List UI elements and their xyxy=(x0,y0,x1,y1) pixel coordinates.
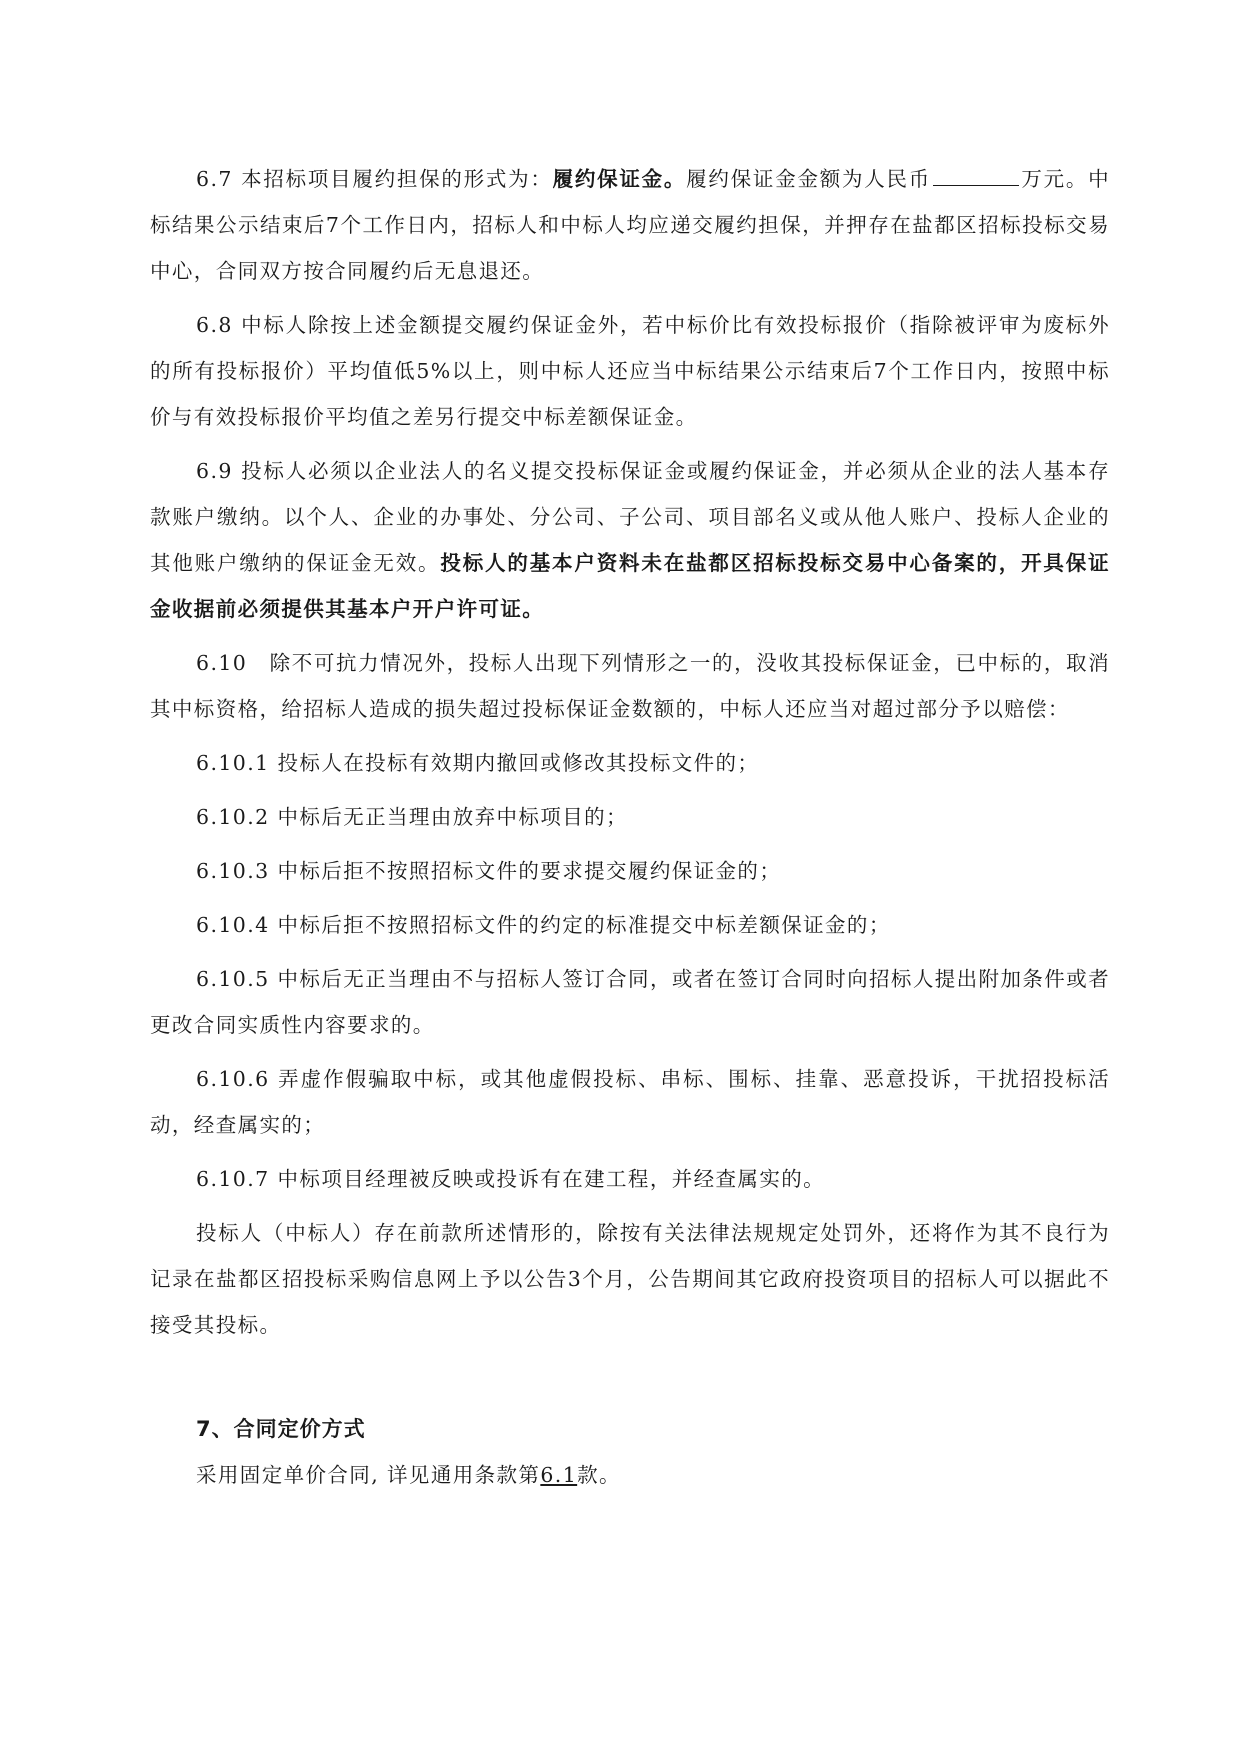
section-7-heading: 7、合同定价方式 xyxy=(196,1417,366,1441)
clause-6-7-text: 6.7 本招标项目履约担保的形式为： xyxy=(196,167,553,191)
clause-6-10-1: 6.10.1 投标人在投标有效期内撤回或修改其投标文件的； xyxy=(196,751,760,775)
section-7-text-1: 采用固定单价合同, 详见通用条款第 xyxy=(196,1463,541,1487)
clause-6-10-2: 6.10.2 中标后无正当理由放弃中标项目的； xyxy=(196,805,628,829)
clause-6-9-text: 6.9 投标人必须以企业法人的名义提交投标保证金或履约保证金，并必须从企业的法人基本存款账户缴纳。以个人、企业的办事处、分公司、子公司、项目部名义或从他人账户、投标人企业的其他账户缴纳的保证金无效。 xyxy=(150,459,1110,575)
clause-6-7-text-2: 履约保证金金额为人民币 xyxy=(686,167,931,191)
clause-6-10: 6.10 除不可抗力情况外，投标人出现下列情形之一的，没收其投标保证金，已中标的，取消其中标资格，给招标人造成的损失超过投标保证金数额的，中标人还应当对超过部分予以赔偿： xyxy=(150,651,1110,721)
clause-6-7-bold: 履约保证金。 xyxy=(552,167,687,191)
clause-6-10-5: 6.10.5 中标后无正当理由不与招标人签订合同，或者在签订合同时向招标人提出附加条件或者更改合同实质性内容要求的。 xyxy=(150,967,1110,1037)
section-7-text-2: 款。 xyxy=(577,1463,621,1487)
document-body xyxy=(150,156,1110,1498)
clause-6-8: 6.8 中标人除按上述金额提交履约保证金外，若中标价比有效投标报价（指除被评审为废标外的所有投标报价）平均值低5%以上，则中标人还应当中标结果公示结束后7个工作日内，按照中标价与有效投标报价平均值之差另行提交中标差额保证金。 xyxy=(150,313,1110,429)
section-7-text xyxy=(150,1452,1110,1498)
clause-6-7-text-3: 万元。中标结果公示结束后7个工作日内，招标人和中标人均应递交履约担保，并押存在盐都区招标投标交易中心，合同双方按合同履约后无息退还。 xyxy=(150,167,1110,283)
clause-6-9 xyxy=(150,448,1110,632)
clause-6-10-3: 6.10.3 中标后拒不按照招标文件的要求提交履约保证金的； xyxy=(196,859,782,883)
clause-6-10-7: 6.10.7 中标项目经理被反映或投诉有在建工程，并经查属实的。 xyxy=(196,1167,826,1191)
clause-6-10-4: 6.10.4 中标后拒不按照招标文件的约定的标准提交中标差额保证金的； xyxy=(196,913,891,937)
clause-6-9-bold: 投标人的基本户资料未在盐都区招标投标交易中心备案的，开具保证金收据前必须提供其基本户开户许可证。 xyxy=(150,551,1111,621)
clause-reference: 6.1 xyxy=(540,1463,578,1487)
amount-blank xyxy=(933,163,1019,186)
clause-6-7 xyxy=(150,156,1110,294)
clause-6-10-6: 6.10.6 弄虚作假骗取中标，或其他虚假投标、串标、围标、挂靠、恶意投诉，干扰招投标活动，经查属实的； xyxy=(150,1067,1110,1137)
closing-paragraph: 投标人（中标人）存在前款所述情形的，除按有关法律法规规定处罚外，还将作为其不良行为记录在盐都区招投标采购信息网上予以公告3个月，公告期间其它政府投资项目的招标人可以据此不接受其投标。 xyxy=(150,1221,1110,1337)
